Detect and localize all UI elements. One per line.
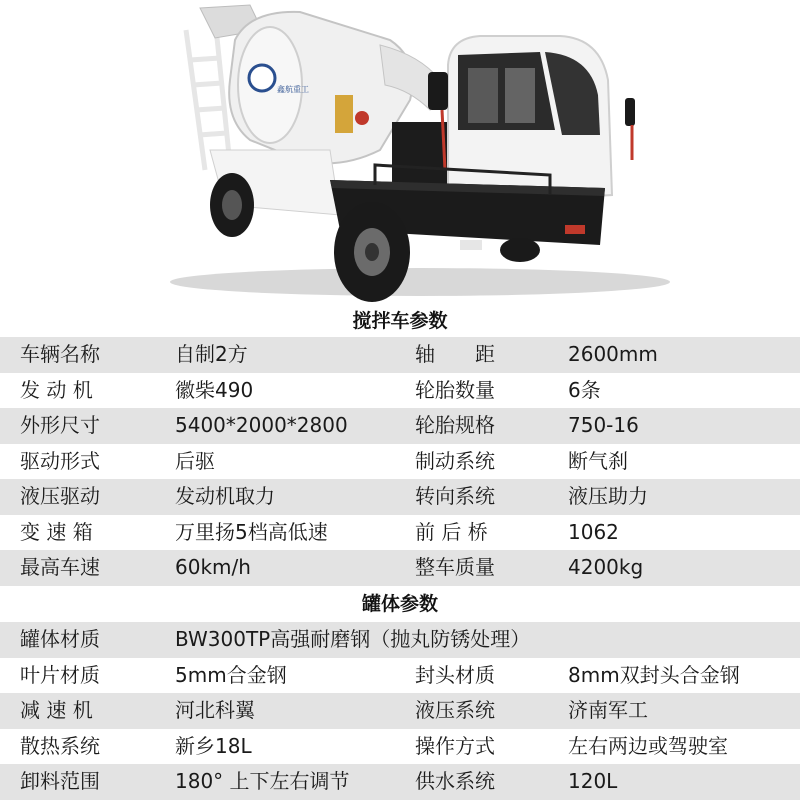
front-wheel-right <box>500 238 540 262</box>
table-row <box>0 444 800 480</box>
table-row <box>0 515 800 551</box>
tank-params-table <box>0 622 800 800</box>
ladder <box>186 28 230 170</box>
row-label: 变 速 箱 <box>20 519 93 544</box>
row-value: 发动机取力 <box>175 484 275 508</box>
table-row <box>0 337 800 373</box>
row-label: 整车质量 <box>415 555 495 579</box>
row-value: 750-16 <box>568 413 639 437</box>
row-value: 5400*2000*2800 <box>175 413 348 437</box>
row-label: 轴 距 <box>415 342 495 366</box>
row-value: 2600mm <box>568 342 658 366</box>
row-value: 左右两边或驾驶室 <box>568 733 728 758</box>
table-row <box>0 729 800 765</box>
table-row <box>0 764 800 800</box>
table-row <box>0 622 800 658</box>
row-value: 自制2方 <box>175 342 248 366</box>
row-value: 4200kg <box>568 555 644 579</box>
row-value: 60km/h <box>175 555 251 579</box>
table-row <box>0 479 800 515</box>
mixer-truck-photo <box>0 0 800 305</box>
row-label: 罐体材质 <box>20 627 100 651</box>
row-value: 徽柴490 <box>175 377 254 402</box>
table-row <box>0 408 800 444</box>
drum-logo-text: 鑫航重工 <box>277 85 309 94</box>
row-value: 后驱 <box>175 448 215 473</box>
row-value: BW300TP高强耐磨钢（抛丸防锈处理） <box>175 627 531 651</box>
table-row <box>0 373 800 409</box>
row-value: 180° 上下左右调节 <box>175 769 350 793</box>
row-value: 济南军工 <box>568 698 648 722</box>
row-value: 万里扬5档高低速 <box>175 519 328 544</box>
row-label: 轮胎数量 <box>415 377 495 402</box>
vehicle-params-table <box>0 337 800 586</box>
row-label: 转向系统 <box>415 484 495 508</box>
row-label: 发 动 机 <box>20 377 93 402</box>
row-label: 封头材质 <box>415 662 495 687</box>
row-label: 叶片材质 <box>20 662 100 687</box>
tank-params-title: 罐体参数 <box>361 593 438 615</box>
row-value: 6条 <box>568 377 601 402</box>
table-row <box>0 550 800 586</box>
row-label: 驱动形式 <box>20 448 100 473</box>
table-row <box>0 693 800 729</box>
row-value: 5mm合金钢 <box>175 662 287 687</box>
row-label: 前 后 桥 <box>415 519 488 544</box>
front-wheel-left <box>334 202 410 302</box>
row-label: 减 速 机 <box>20 698 93 722</box>
row-value: 断气刹 <box>568 448 628 473</box>
table-row <box>0 658 800 694</box>
row-label: 最高车速 <box>20 555 100 579</box>
row-label: 散热系统 <box>20 733 100 758</box>
row-label: 液压驱动 <box>20 484 100 508</box>
row-label: 轮胎规格 <box>415 413 495 437</box>
row-value: 1062 <box>568 519 619 544</box>
row-label: 卸料范围 <box>20 769 100 793</box>
row-label: 供水系统 <box>415 769 495 793</box>
row-value: 120L <box>568 769 618 793</box>
row-value: 8mm双封头合金钢 <box>568 662 740 687</box>
row-label: 外形尺寸 <box>20 413 100 437</box>
row-label: 车辆名称 <box>20 342 100 366</box>
rear-wheel <box>210 173 254 237</box>
row-value: 新乡18L <box>175 733 252 758</box>
row-label: 液压系统 <box>415 698 495 722</box>
row-label: 制动系统 <box>415 448 495 473</box>
row-value: 河北科翼 <box>175 698 255 722</box>
vehicle-params-title: 搅拌车参数 <box>352 310 448 332</box>
row-label: 操作方式 <box>415 733 495 758</box>
row-value: 液压助力 <box>568 484 648 508</box>
